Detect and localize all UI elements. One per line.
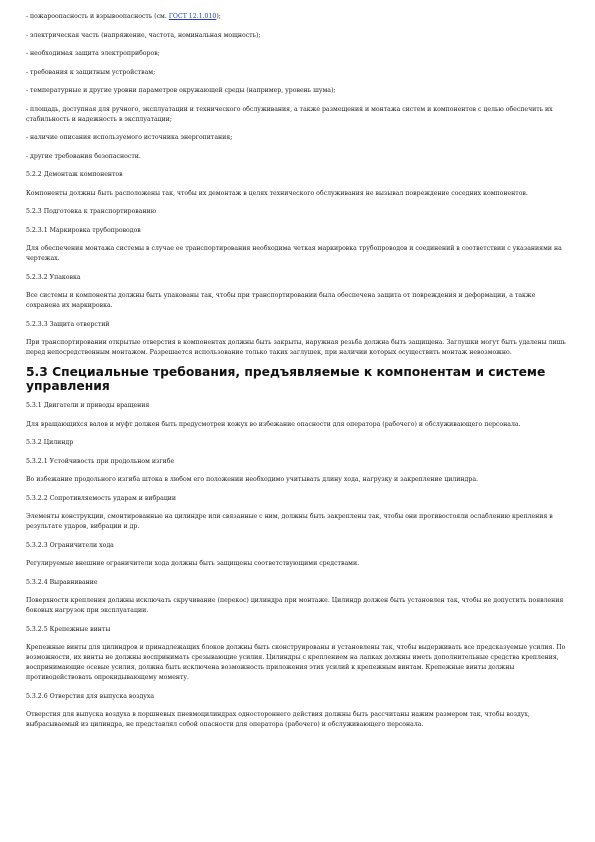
- paragraph: Регулируемые внешние ограничители хода должны быть защищены соответствующими средствами.: [26, 560, 360, 567]
- section-title: 5.3.2.6 Отверстия для выпуска воздуха: [26, 692, 155, 700]
- paragraph: Элементы конструкции, смонтированные на цилиндре или связанные с ним, должны быть закреплены так, чтобы они противостояли ослаблению крепления в результате ударов, вибрации и др.: [26, 513, 553, 530]
- section-heading: 5.3 Специальные требования, предъявляемые к компонентам и системе управления: [26, 365, 546, 393]
- paragraph: При транспортировании открытые отверстия в компонентах должны быть закрыты, наружная резьба должна быть защищена. Заглушки могут быть удалены лишь перед непосредственным монтажом. Разрешается использование только таких заглушек, при наличии которых осуществить монтаж невозможно.: [26, 339, 566, 356]
- section-title: 5.2.3.3 Защита отверстий: [26, 320, 110, 328]
- paragraph: Компоненты должны быть расположены так, чтобы их демонтаж в целях технического обслуживания не вызывал повреждение соседних компонентов.: [26, 189, 528, 197]
- section-title: 5.3.2.4 Выравнивание: [26, 578, 98, 586]
- list-item: - наличие описания используемого источника энергопитания;: [26, 134, 233, 141]
- section-title: 5.3.2.3 Ограничители хода: [26, 541, 114, 549]
- section-title: 5.3.2 Цилиндр: [26, 439, 74, 446]
- list-item: - необходимая защита электроприборов;: [26, 50, 160, 57]
- paragraph: Все системы и компоненты должны быть упакованы так, чтобы при транспортировании была обеспечена защита от повреждения и деформации, а также сохранена их маркировка.: [26, 292, 536, 309]
- text: - пожароопасность и взрывоопасность (см.: [26, 13, 169, 20]
- gost-link[interactable]: ГОСТ 12.1.010: [168, 13, 217, 20]
- section-title: 5.2.2 Демонтаж компонентов: [26, 171, 123, 178]
- section-title: 5.3.2.5 Крепежные винты: [26, 625, 111, 633]
- list-item: [26, 12, 569, 22]
- list-item: - требования к защитным устройствам;: [26, 68, 156, 76]
- list-item: - температурные и другие уровни параметров окружающей среды (например, уровень шума);: [26, 87, 336, 94]
- list-item: - площадь, доступная для ручного, эксплуатации и технического обслуживания, а также размещения и монтажа систем и компонентов с целью обеспечить их стабильность и надежность в эксплуатации;: [26, 105, 553, 123]
- paragraph: Для вращающихся валов и муфт должен быть предусмотрен кожух во избежание опасности для оператора (рабочего) и обслуживающего персонала.: [26, 420, 521, 428]
- section-title: 5.2.3 Подготовка к транспортированию: [26, 208, 157, 215]
- paragraph: Крепежные винты для цилиндров и принадлежащих блоков должны быть сконструированы и установлены так, чтобы выдерживать все предсказуемые усилия. По возможности, их винты не должны воспринимать срезывающие усилия. Цилиндры с креплением на лапках должны иметь дополнительные средства крепления, воспринимающие осевые усилия, должна быть исключена возможность приложения этих усилий к крепежным винтам. Крепежные винты должны противодействовать опрокидывающему моменту.: [26, 644, 566, 681]
- paragraph: Во избежание продольного изгиба штока в любом его положении необходимо учитывать длину хода, нагрузку и закрепление цилиндра.: [26, 476, 478, 483]
- paragraph: Поверхности крепления должны исключать скручивание (перекос) цилиндра при монтаже. Цилиндр должен быть установлен так, чтобы не допустить появления боковых нагрузок при эксплуатации.: [26, 597, 564, 614]
- section-title: 5.3.2.2 Сопротивляемость ударам и вибрации: [26, 494, 177, 502]
- section-title: 5.2.3.2 Упаковка: [26, 273, 81, 281]
- text: );: [216, 13, 221, 20]
- list-item: - другие требования безопасности.: [26, 152, 141, 160]
- paragraph: Отверстия для выпуска воздуха в поршневых пневмоцилиндрах одностороннего действия должны быть рассчитаны нажим размером так, чтобы воздух, выбрасываемый из цилиндра, не представлял собой опасности для оператора (рабочего) и обслуживающего персонала.: [26, 711, 530, 728]
- section-title: 5.3.2.1 Устойчивость при продольном изгибе: [26, 457, 175, 465]
- section-title: 5.2.3.1 Маркировка трубопроводов: [26, 226, 141, 234]
- section-title: 5.3.1 Двигатели и приводы вращения: [26, 402, 150, 409]
- paragraph: Для обеспечения монтажа системы в случае ее транспортирования необходима четкая маркировка трубопроводов и соединений в соответствии с указаниями на чертежах.: [26, 245, 562, 262]
- list-item: - электрическая часть (напряжение, частота, номинальная мощность);: [26, 31, 261, 39]
